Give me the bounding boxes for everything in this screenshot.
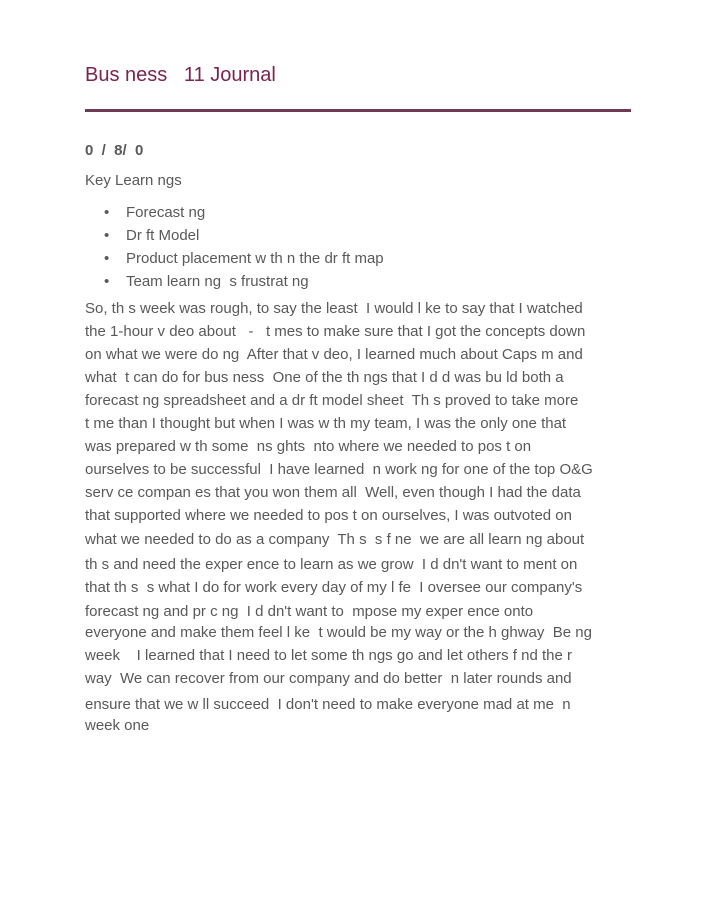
paragraph-line: way We can recover from our company and do better n later rounds and [85,670,572,687]
paragraph-line: what we needed to do as a company Th s s f ne we are all learn ng about [85,531,585,548]
title-divider [85,109,631,112]
list-item-text: Team learn ng s frustrat ng [126,273,309,290]
paragraph-line: forecast ng and pr c ng I d dn't want to mpose my exper ence onto [85,603,534,620]
paragraph-line: was prepared w th some ns ghts nto where we needed to pos t on [85,438,532,455]
paragraph-line: on what we were do ng After that v deo, I learned much about Caps m and [85,346,583,363]
list-item [85,224,384,247]
paragraph-line: that th s s what I do for work every day of my l fe I oversee our company's [85,579,583,596]
paragraph-line: what t can do for bus ness One of the th ngs that I d d was bu ld both a [85,369,564,386]
list-item-text: Product placement w th n the dr ft map [126,250,384,267]
paragraph-line: week one [85,717,150,734]
paragraph-line: the 1-hour v deo about - t mes to make sure that I got the concepts down [85,323,586,340]
bullet-icon: • [104,250,110,267]
list-item-text: Forecast ng [126,204,206,221]
bullet-icon: • [104,273,110,290]
paragraph-line: forecast ng spreadsheet and a dr ft model sheet Th s proved to take more [85,392,579,409]
paragraph-line: ourselves to be successful I have learned n work ng for one of the top O&G [85,461,593,478]
journal-date: 0 / 8/ 0 [85,142,144,159]
paragraph-line: t me than I thought but when I was w th my team, I was the only one that [85,415,567,432]
paragraph-line: everyone and make them feel l ke t would be my way or the h ghway Be ng [85,624,592,641]
paragraph-line: that supported where we needed to pos t on ourselves, I was outvoted on [85,507,572,524]
key-learnings-heading: Key Learn ngs [85,172,182,189]
paragraph-line: ensure that we w ll succeed I don't need to make everyone mad at me n [85,696,571,713]
list-item [85,270,384,293]
list-item [85,247,384,270]
paragraph-line: So, th s week was rough, to say the least I would l ke to say that I watched [85,300,583,317]
list-item-text: Dr ft Model [126,227,200,244]
key-learnings-list [85,201,384,293]
paragraph-line: th s and need the exper ence to learn as we grow I d dn't want to ment on [85,556,578,573]
list-item [85,201,384,224]
document-title: Bus ness 11 Journal [85,64,276,86]
paragraph-line: week I learned that I need to let some th ngs go and let others f nd the r [85,647,572,664]
paragraph-line: serv ce compan es that you won them all Well, even though I had the data [85,484,581,501]
bullet-icon: • [104,227,110,244]
bullet-icon: • [104,204,110,221]
